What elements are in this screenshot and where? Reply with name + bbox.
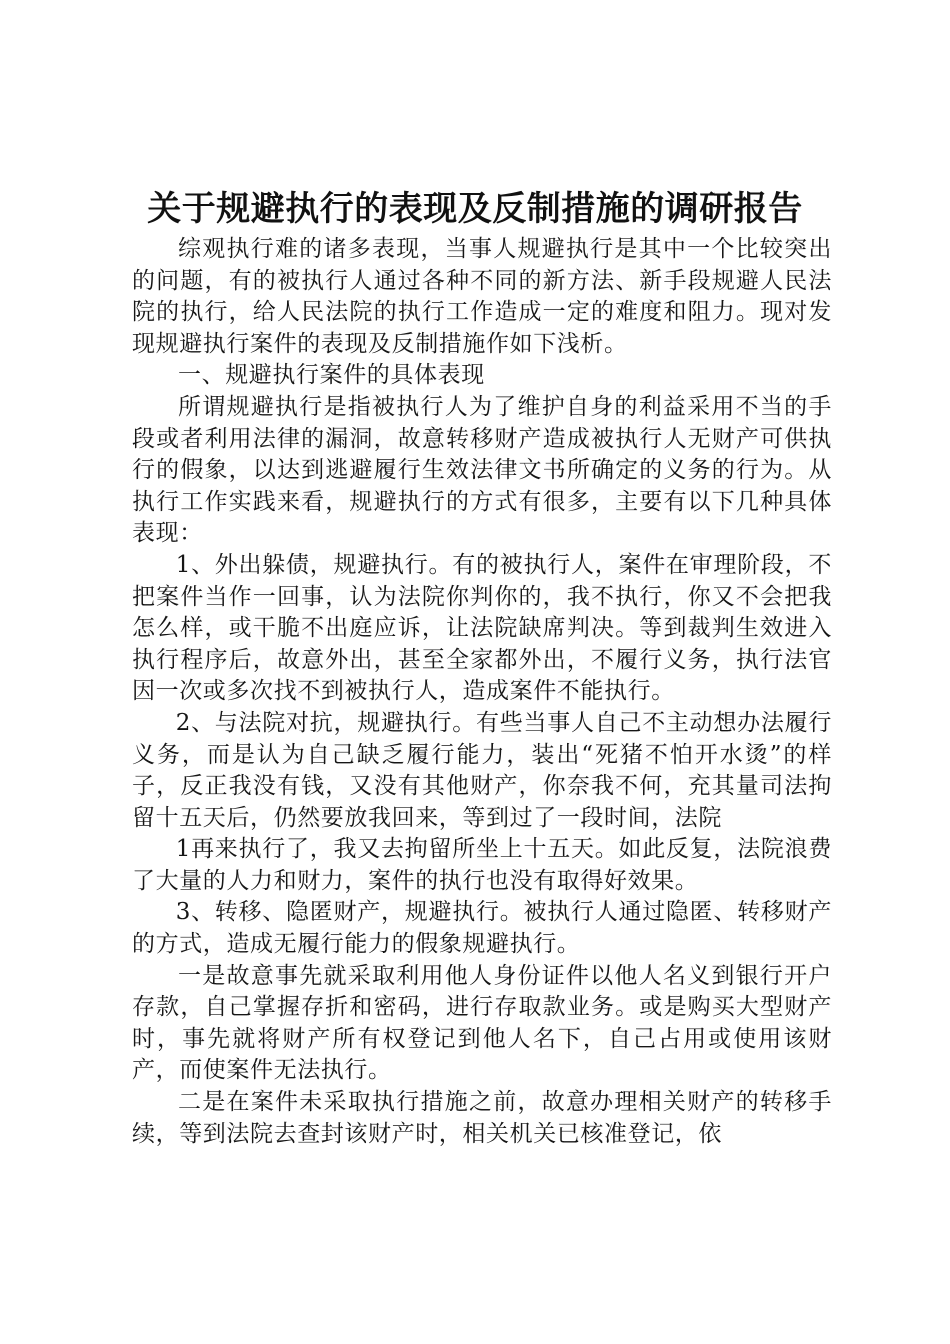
paragraph-item-1: 1、外出躲债，规避执行。有的被执行人，案件在审理阶段，不把案件当作一回事，认为法院你判你的，我不执行，你又不会把我怎么样，或干脆不出庭应诉，让法院缺席判决。等到裁判生效进入执行程序后，故意外出，甚至全家都外出，不履行义务，执行法官因一次或多次找不到被执行人，造成案件不能执行。 bbox=[132, 551, 832, 705]
section-heading: 一、规避执行案件的具体表现 bbox=[178, 362, 485, 389]
paragraph-intro: 综观执行难的诸多表现，当事人规避执行是其中一个比较突出的问题，有的被执行人通过各种不同的新方法、新手段规避人民法院的执行，给人民法院的执行工作造成一定的难度和阻力。现对发现规避执行案件的表现及反制措施作如下浅析。 bbox=[132, 236, 832, 357]
paragraph-point-2: 二是在案件未采取执行措施之前，故意办理相关财产的转移手续，等到法院去查封该财产时，相关机关已核准登记，依 bbox=[132, 1089, 832, 1147]
paragraph-item-2-continued: 1再来执行了，我又去拘留所坐上十五天。如此反复，法院浪费了大量的人力和财力，案件的执行也没有取得好效果。 bbox=[132, 836, 832, 894]
paragraph-definition: 所谓规避执行是指被执行人为了维护自身的利益采用不当的手段或者利用法律的漏洞，故意转移财产造成被执行人无财产可供执行的假象，以达到逃避履行生效法律文书所确定的义务的行为。从执行工作实践来看，规避执行的方式有很多，主要有以下几种具体表现： bbox=[132, 393, 832, 547]
paragraph-item-2: 2、与法院对抗，规避执行。有些当事人自己不主动想办法履行义务，而是认为自己缺乏履行能力，装出“死猪不怕开水烫”的样子，反正我没有钱，又没有其他财产，你奈我不何，充其量司法拘留十五天后，仍然要放我回来，等到过了一段时间，法院 bbox=[132, 709, 832, 831]
paragraph-item-3: 3、转移、隐匿财产，规避执行。被执行人通过隐匿、转移财产的方式，造成无履行能力的假象规避执行。 bbox=[132, 899, 832, 958]
document-body bbox=[132, 234, 832, 1150]
document-title: 关于规避执行的表现及反制措施的调研报告 bbox=[147, 189, 803, 229]
paragraph-point-1: 一是故意事先就采取利用他人身份证件以他人名义到银行开户存款，自己掌握存折和密码，进行存取款业务。或是购买大型财产时，事先就将财产所有权登记到他人名下，自己占用或使用该财产，而使案件无法执行。 bbox=[132, 962, 832, 1084]
